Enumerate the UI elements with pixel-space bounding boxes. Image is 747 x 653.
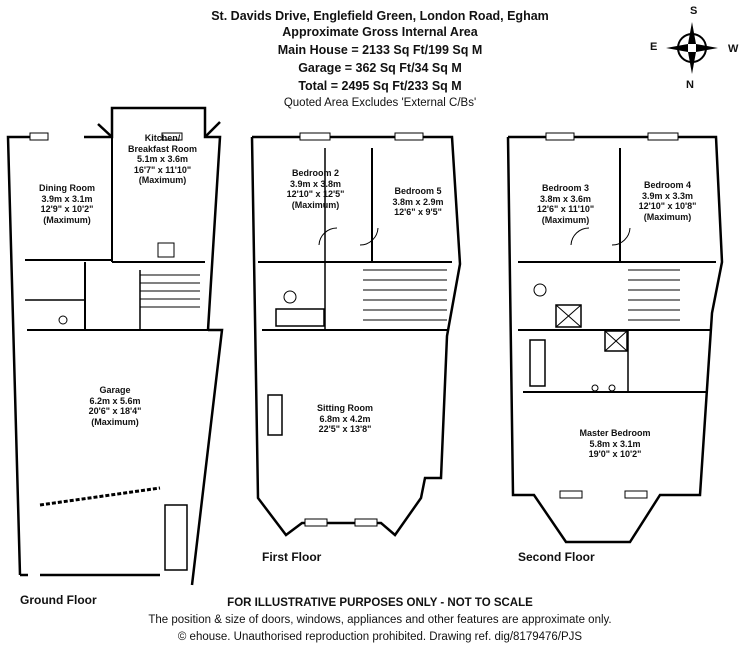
compass-s: S (690, 5, 698, 17)
room-kitchen: Kitchen/ Breakfast Room 5.1m x 3.6m 16'7" x 11'10" (Maximum) (127, 133, 198, 185)
room-bedroom-3: Bedroom 3 3.8m x 3.6m 12'6" x 11'10" (Maximum) (536, 183, 595, 225)
main-house-area: Main House = 2133 Sq Ft/199 Sq M (277, 43, 483, 57)
room-bedroom-4: Bedroom 4 3.9m x 3.3m 12'10" x 10'8" (Maximum) (638, 180, 697, 222)
compass-n: N (686, 79, 694, 91)
compass-w: W (728, 43, 739, 55)
room-master-bedroom: Master Bedroom 5.8m x 3.1m 19'0" x 10'2" (579, 428, 651, 459)
room-garage: Garage 6.2m x 5.6m 20'6" x 18'4" (Maximum) (88, 385, 142, 427)
compass-e: E (650, 41, 658, 53)
position-note: The position & size of doors, windows, appliances and other features are approximate only. (148, 614, 612, 626)
floor-label-first: First Floor (262, 550, 322, 564)
room-sitting: Sitting Room 6.8m x 4.2m 22'5" x 13'8" (317, 403, 373, 434)
area-note: Quoted Area Excludes 'External C/Bs' (283, 97, 477, 109)
disclaimer: FOR ILLUSTRATIVE PURPOSES ONLY - NOT TO SCALE (227, 597, 533, 609)
property-address: St. Davids Drive, Englefield Green, London Road, Egham (211, 9, 549, 23)
copyright: © ehouse. Unauthorised reproduction prohibited. Drawing ref. dig/8179476/PJS (177, 631, 583, 643)
room-bedroom-5: Bedroom 5 3.8m x 2.9m 12'6" x 9'5" (392, 186, 444, 217)
total-area: Total = 2495 Sq Ft/233 Sq M (298, 79, 462, 93)
floor-label-second: Second Floor (518, 550, 595, 564)
room-bedroom-2: Bedroom 2 3.9m x 3.8m 12'10" x 12'5" (Maximum) (286, 168, 345, 210)
garage-area: Garage = 362 Sq Ft/34 Sq M (298, 61, 462, 75)
room-dining: Dining Room 3.9m x 3.1m 12'9" x 10'2" (Maximum) (39, 183, 95, 225)
floor-label-ground: Ground Floor (20, 593, 97, 607)
area-title: Approximate Gross Internal Area (282, 25, 478, 39)
